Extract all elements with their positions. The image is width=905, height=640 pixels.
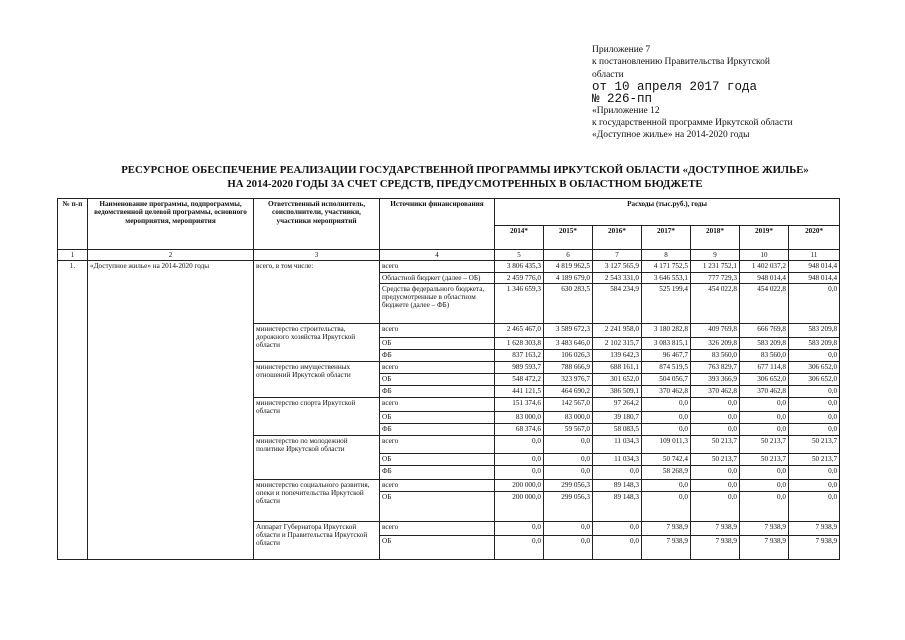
expense-value: 4 171 752,5 [642, 261, 691, 272]
expense-value: 200 000,0 [495, 479, 544, 491]
expense-value: 2 459 776,0 [495, 272, 544, 283]
expense-value: 583 209,8 [789, 323, 840, 337]
expense-value: 0,0 [642, 423, 691, 435]
header-responsible: Ответственный исполнитель, соисполнители, участники, участники мероприятий [254, 199, 380, 250]
program-name: «Доступное жилье» на 2014-2020 годы [88, 261, 254, 560]
expense-value: 2 241 958,0 [593, 323, 642, 337]
expense-value: 0,0 [642, 491, 691, 521]
expense-value: 548 472,2 [495, 373, 544, 385]
column-number: 8 [642, 250, 691, 261]
expense-value: 68 374,6 [495, 423, 544, 435]
column-number: 11 [789, 250, 840, 261]
expense-value: 666 769,8 [740, 323, 789, 337]
expense-value: 0,0 [789, 423, 840, 435]
column-number: 4 [380, 250, 495, 261]
expense-value: 874 519,5 [642, 361, 691, 373]
expense-value: 370 462,8 [740, 385, 789, 397]
expense-value: 7 938,9 [740, 521, 789, 535]
expense-value: 299 056,3 [544, 491, 593, 521]
expense-value: 4 189 679,0 [544, 272, 593, 283]
funding-source: всего [380, 323, 495, 337]
title-line-2: НА 2014-2020 ГОДЫ ЗА СЧЕТ СРЕДСТВ, ПРЕДУСМОТРЕННЫХ В ОБЛАСТНОМ БЮДЖЕТЕ [227, 177, 703, 190]
expense-value: 948 014,4 [740, 272, 789, 283]
expense-value: 89 148,3 [593, 491, 642, 521]
header-row [58, 199, 840, 226]
expense-value: 3 589 672,3 [544, 323, 593, 337]
column-number: 6 [544, 250, 593, 261]
header-name: Наименование программы, подпрограммы, ведомственной целевой программы, основного мероприятия, мероприятия [88, 199, 254, 250]
responsible-executor: министерство имущественных отношений Иркутской области [254, 361, 380, 397]
expense-value: 948 014,4 [789, 261, 840, 272]
expense-value: 525 199,4 [642, 283, 691, 323]
expense-value: 0,0 [544, 465, 593, 479]
expense-value: 0,0 [593, 535, 642, 559]
column-number: 3 [254, 250, 380, 261]
expense-value: 0,0 [740, 397, 789, 411]
year-header: 2015* [544, 226, 593, 250]
expense-value: 97 264,2 [593, 397, 642, 411]
column-number: 9 [691, 250, 740, 261]
appendix-line: к постановлению Правительства Иркутской [592, 57, 771, 68]
funding-source: ОБ [380, 535, 495, 559]
expense-value: 3 127 565,9 [593, 261, 642, 272]
expense-value: 0,0 [544, 521, 593, 535]
expense-value: 409 769,8 [691, 323, 740, 337]
year-header: 2019* [740, 226, 789, 250]
responsible-executor: министерство по молодежной политике Иркутской области [254, 435, 380, 479]
funding-source: Областной бюджет (далее – ОБ) [380, 272, 495, 283]
expense-value: 50 742,4 [642, 453, 691, 465]
column-number: 2 [88, 250, 254, 261]
expense-value: 50 213,7 [691, 453, 740, 465]
expense-value: 0,0 [495, 535, 544, 559]
expense-value: 58 083,5 [593, 423, 642, 435]
expense-value: 504 056,7 [642, 373, 691, 385]
funding-source: всего [380, 397, 495, 411]
expense-value: 59 567,0 [544, 423, 593, 435]
funding-source: ФБ [380, 465, 495, 479]
expense-value: 583 209,8 [789, 337, 840, 349]
expense-value: 0,0 [691, 411, 740, 423]
expense-value: 200 000,0 [495, 491, 544, 521]
expense-value: 0,0 [789, 283, 840, 323]
expense-value: 386 509,1 [593, 385, 642, 397]
expense-value: 83 560,0 [691, 349, 740, 361]
expense-value: 688 161,1 [593, 361, 642, 373]
expense-value: 837 163,2 [495, 349, 544, 361]
appendix-line: Приложение 7 [592, 45, 651, 55]
expense-value: 948 014,4 [789, 272, 840, 283]
expense-value: 0,0 [789, 397, 840, 411]
funding-source: всего [380, 361, 495, 373]
expense-value: 50 213,7 [789, 453, 840, 465]
expense-value: 989 593,7 [495, 361, 544, 373]
responsible-executor: всего, в том числе: [254, 261, 380, 324]
expense-value: 3 083 815,1 [642, 337, 691, 349]
expense-value: 7 938,9 [691, 521, 740, 535]
expense-value: 50 213,7 [691, 435, 740, 453]
responsible-executor: Аппарат Губернатора Иркутской области и Правительства Иркутской области [254, 521, 380, 559]
expense-value: 0,0 [691, 397, 740, 411]
expense-value: 2 102 315,7 [593, 337, 642, 349]
expense-value: 0,0 [593, 521, 642, 535]
responsible-executor: министерство социального развития, опеки и попечительства Иркутской области [254, 479, 380, 521]
resource-table [57, 198, 840, 560]
expense-value: 109 011,3 [642, 435, 691, 453]
funding-source: ФБ [380, 385, 495, 397]
expense-value: 2 465 467,0 [495, 323, 544, 337]
expense-value: 0,0 [789, 349, 840, 361]
expense-value: 0,0 [495, 521, 544, 535]
expense-value: 0,0 [789, 491, 840, 521]
year-header: 2020* [789, 226, 840, 250]
expense-value: 139 642,3 [593, 349, 642, 361]
expense-value: 83 560,0 [740, 349, 789, 361]
expense-value: 0,0 [642, 411, 691, 423]
appendix-block [592, 44, 892, 142]
expense-value: 0,0 [691, 423, 740, 435]
expense-value: 306 652,0 [740, 373, 789, 385]
expense-value: 0,0 [789, 385, 840, 397]
expense-value: 0,0 [789, 411, 840, 423]
expense-value: 454 022,8 [691, 283, 740, 323]
expense-value: 0,0 [740, 465, 789, 479]
expense-value: 0,0 [642, 479, 691, 491]
expense-value: 3 483 646,0 [544, 337, 593, 349]
expense-value: 0,0 [740, 411, 789, 423]
expense-value: 0,0 [544, 453, 593, 465]
expense-value: 50 213,7 [740, 453, 789, 465]
expense-value: 0,0 [691, 465, 740, 479]
expense-value: 323 976,7 [544, 373, 593, 385]
expense-value: 3 646 553,1 [642, 272, 691, 283]
expense-value: 39 180,7 [593, 411, 642, 423]
expense-value: 0,0 [495, 435, 544, 453]
expense-value: 630 283,5 [544, 283, 593, 323]
expense-value: 306 652,0 [789, 373, 840, 385]
expense-value: 11 034,3 [593, 435, 642, 453]
expense-value: 777 729,3 [691, 272, 740, 283]
expense-value: 83 000,0 [495, 411, 544, 423]
expense-value: 299 056,3 [544, 479, 593, 491]
expense-value: 7 938,9 [789, 521, 840, 535]
expense-value: 0,0 [740, 423, 789, 435]
funding-source: всего [380, 479, 495, 491]
expense-value: 7 938,9 [642, 521, 691, 535]
expense-value: 0,0 [495, 465, 544, 479]
column-number: 1 [58, 250, 88, 261]
expense-value: 0,0 [691, 479, 740, 491]
year-header: 2018* [691, 226, 740, 250]
expense-value: 7 938,9 [691, 535, 740, 559]
expense-value: 0,0 [593, 465, 642, 479]
expense-value: 583 209,8 [740, 337, 789, 349]
expense-value: 7 938,9 [642, 535, 691, 559]
document-title [40, 164, 890, 191]
row-number: 1. [58, 261, 88, 560]
expense-value: 584 234,9 [593, 283, 642, 323]
expense-value: 3 806 435,3 [495, 261, 544, 272]
expense-value: 306 652,0 [789, 361, 840, 373]
appendix-line: «Приложение 12 [592, 105, 660, 116]
expense-value: 50 213,7 [789, 435, 840, 453]
expense-value: 0,0 [691, 491, 740, 521]
expense-value: 142 567,0 [544, 397, 593, 411]
expense-value: 370 462,8 [642, 385, 691, 397]
expense-value: 393 366,9 [691, 373, 740, 385]
responsible-executor: министерство строительства, дорожного хозяйства Иркутской области [254, 323, 380, 361]
expense-value: 0,0 [544, 535, 593, 559]
expense-value: 7 938,9 [740, 535, 789, 559]
expense-value: 441 121,5 [495, 385, 544, 397]
expense-value: 763 829,7 [691, 361, 740, 373]
funding-source: ОБ [380, 411, 495, 423]
column-numbers-row [58, 250, 840, 261]
expense-value: 96 467,7 [642, 349, 691, 361]
expense-value: 1 346 659,3 [495, 283, 544, 323]
expense-value: 0,0 [789, 465, 840, 479]
expense-value: 58 268,9 [642, 465, 691, 479]
expense-value: 83 000,0 [544, 411, 593, 423]
expense-value: 89 148,3 [593, 479, 642, 491]
expense-value: 0,0 [495, 453, 544, 465]
funding-source: всего [380, 521, 495, 535]
expense-value: 50 213,7 [740, 435, 789, 453]
expense-value: 106 026,3 [544, 349, 593, 361]
funding-source: ОБ [380, 453, 495, 465]
expense-value: 7 938,9 [789, 535, 840, 559]
expense-value: 0,0 [740, 491, 789, 521]
expense-value: 370 462,8 [691, 385, 740, 397]
header-num: № п-п [58, 199, 88, 250]
appendix-line: к государственной программе Иркутской области [592, 118, 793, 129]
appendix-date: от 10 апреля 2017 года [592, 79, 758, 94]
expense-value: 1 231 752,1 [691, 261, 740, 272]
appendix-line: области [592, 69, 624, 80]
expense-value: 0,0 [740, 479, 789, 491]
funding-source: ОБ [380, 491, 495, 521]
column-number: 5 [495, 250, 544, 261]
expense-value: 0,0 [789, 479, 840, 491]
expense-value: 788 666,9 [544, 361, 593, 373]
expense-value: 151 374,6 [495, 397, 544, 411]
header-source: Источники финансирования [380, 199, 495, 250]
expense-value: 326 209,8 [691, 337, 740, 349]
funding-source: всего [380, 261, 495, 272]
funding-source: Средства федерального бюджета, предусмотренные в областном бюджете (далее – ФБ) [380, 283, 495, 323]
funding-source: ФБ [380, 423, 495, 435]
expense-value: 2 543 331,0 [593, 272, 642, 283]
expense-value: 1 402 037,2 [740, 261, 789, 272]
expense-value: 3 180 282,8 [642, 323, 691, 337]
appendix-number: № 226-пп [592, 91, 653, 106]
responsible-executor: министерство спорта Иркутской области [254, 397, 380, 435]
funding-source: всего [380, 435, 495, 453]
year-header: 2014* [495, 226, 544, 250]
expense-value: 0,0 [642, 397, 691, 411]
title-line-1: РЕСУРСНОЕ ОБЕСПЕЧЕНИЕ РЕАЛИЗАЦИИ ГОСУДАРСТВЕННОЙ ПРОГРАММЫ ИРКУТСКОЙ ОБЛАСТИ «ДОСТУПНОЕ ЖИЛЬЕ» [121, 164, 809, 176]
expense-value: 0,0 [544, 435, 593, 453]
expense-value: 464 690,2 [544, 385, 593, 397]
funding-source: ФБ [380, 349, 495, 361]
expense-value: 677 114,8 [740, 361, 789, 373]
header-expenses: Расходы (тыс.руб.), годы [495, 199, 840, 226]
expense-value: 11 034,3 [593, 453, 642, 465]
expense-value: 1 628 303,8 [495, 337, 544, 349]
appendix-line: «Доступное жилье» на 2014-2020 годы [592, 130, 750, 141]
expense-value: 301 652,0 [593, 373, 642, 385]
year-header: 2016* [593, 226, 642, 250]
funding-source: ОБ [380, 373, 495, 385]
expense-value: 454 022,8 [740, 283, 789, 323]
column-number: 10 [740, 250, 789, 261]
year-header: 2017* [642, 226, 691, 250]
funding-source: ОБ [380, 337, 495, 349]
table-row [58, 261, 840, 272]
column-number: 7 [593, 250, 642, 261]
expense-value: 4 819 962,5 [544, 261, 593, 272]
